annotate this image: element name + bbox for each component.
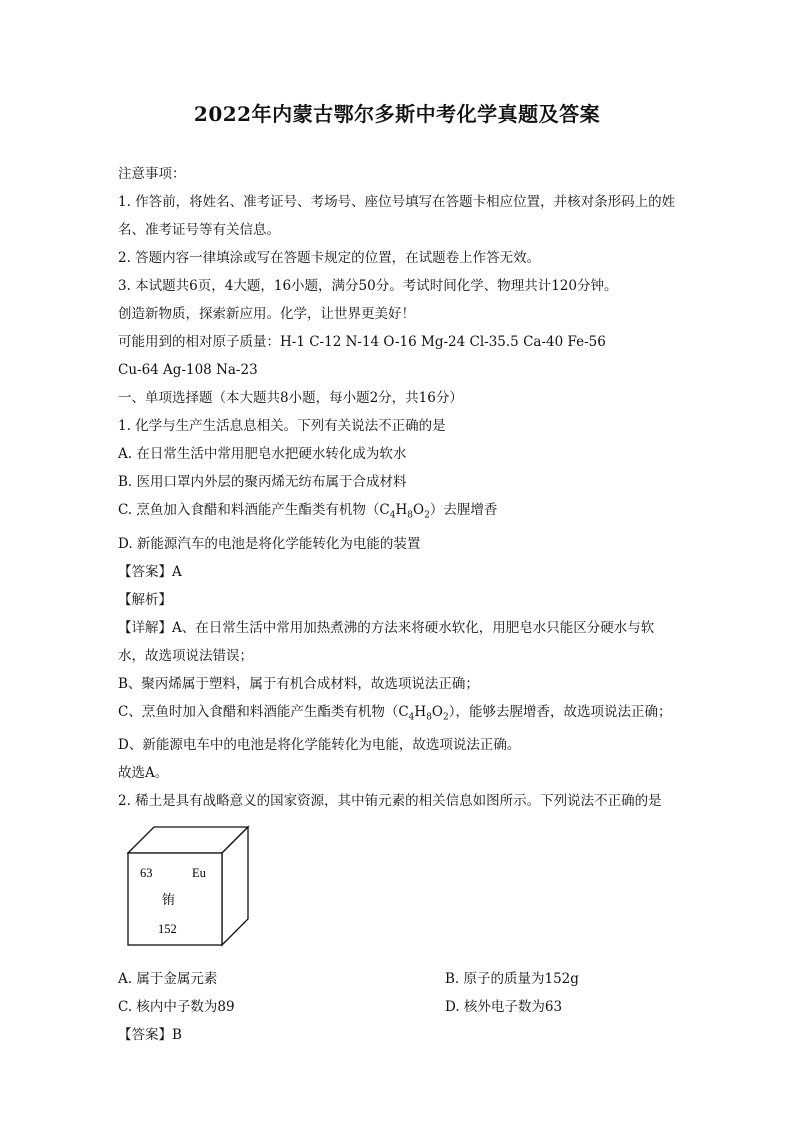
question-1-analysis-label: 【解析】 <box>118 591 172 608</box>
formula-o: O <box>413 502 425 518</box>
subscript-4: 4 <box>389 510 396 521</box>
atomic-number: 63 <box>140 866 153 881</box>
document-content <box>118 160 678 1049</box>
subscript-8: 8 <box>426 712 432 723</box>
detail-c-text-start: C、烹鱼时加入食醋和料酒能产生酯类有机物（C <box>118 703 409 720</box>
formula-o: O <box>431 703 443 720</box>
question-1-option-a: A. 在日常生活中常用肥皂水把硬水转化成为软水 <box>118 446 407 462</box>
element-symbol: Eu <box>192 866 206 881</box>
question-1-option-d: D. 新能源汽车的电池是将化学能转化为电能的装置 <box>118 535 421 552</box>
atomic-mass-line-1: 可能用到的相对原子质量：H-1 C-12 N-14 O-16 Mg-24 Cl-35.5 Ca-40 Fe-56 <box>118 334 606 350</box>
question-1-detail-c <box>118 698 678 732</box>
question-1-detail: 【详解】A、在日常生活中常用加热煮沸的方法来将硬水软化，用肥皂水只能区分硬水与软水，故选项说法错误； <box>118 619 655 664</box>
notice-heading: 注意事项： <box>118 166 186 182</box>
section-heading: 一、单项选择题（本大题共8小题，每小题2分，共16分） <box>118 390 463 406</box>
element-card-figure <box>118 819 678 965</box>
question-2-option-c: C. 核内中子数为89 <box>118 999 235 1016</box>
element-cube-diagram <box>126 825 250 949</box>
option-c-text-start: C. 烹鱼加入食醋和料酒能产生酯类有机物（C <box>118 502 390 518</box>
detail-c-text-end: ），能够去腥增香，故选项说法正确； <box>448 703 672 720</box>
question-2-option-b: B. 原子的质量为152g <box>445 971 579 988</box>
question-2-answer: 【答案】B <box>118 1027 182 1044</box>
question-1-detail-d: D、新能源电车中的电池是将化学能转化为电能，故选项说法正确。 <box>118 737 521 754</box>
page-title: 2022年内蒙古鄂尔多斯中考化学真题及答案 <box>193 102 601 126</box>
question-1-detail-b: B、聚丙烯属于塑料，属于有机合成材料，故选项说法正确； <box>118 675 479 692</box>
subscript-2: 2 <box>443 712 449 723</box>
formula-h: H <box>395 502 408 518</box>
question-2-stem: 2. 稀土是具有战略意义的国家资源，其中铕元素的相关信息如图所示。下列说法不正确的是 <box>118 793 662 810</box>
subscript-2: 2 <box>424 510 430 521</box>
notice-item-1: 1. 作答前，将姓名、准考证号、考场号、座位号填写在答题卡相应位置，并核对条形码上的姓名、准考证号等有关信息。 <box>118 194 676 238</box>
question-2-option-d: D. 核外电子数为63 <box>445 999 563 1016</box>
question-1-option-b: B. 医用口罩内外层的聚丙烯无纺布属于合成材料 <box>118 474 407 490</box>
question-2-options-row-2 <box>118 993 678 1021</box>
notice-item-3: 3. 本试题共6页，4大题，16小题，满分50分。考试时间化学、物理共计120分钟。 <box>118 278 618 294</box>
question-2-options-row-1 <box>118 965 678 993</box>
motto: 创造新物质，探索新应用。化学，让世界更美好！ <box>118 306 415 322</box>
atomic-mass: 152 <box>158 922 177 937</box>
subscript-4: 4 <box>408 712 415 723</box>
formula-h: H <box>414 703 427 720</box>
notice-item-2: 2. 答题内容一律填涂或写在答题卡规定的位置，在试题卷上作答无效。 <box>118 250 541 266</box>
question-1-option-c <box>118 496 678 530</box>
subscript-8: 8 <box>407 510 414 521</box>
question-1-conclusion: 故选A。 <box>118 765 169 782</box>
question-2-option-a: A. 属于金属元素 <box>118 971 218 988</box>
question-1-stem: 1. 化学与生产生活息息相关。下列有关说法不正确的是 <box>118 418 446 434</box>
option-c-text-end: ）去腥增香 <box>429 502 498 518</box>
atomic-mass-line-2: Cu-64 Ag-108 Na-23 <box>118 362 258 378</box>
element-name: 铕 <box>162 893 176 909</box>
question-1-answer: 【答案】A <box>118 563 182 580</box>
